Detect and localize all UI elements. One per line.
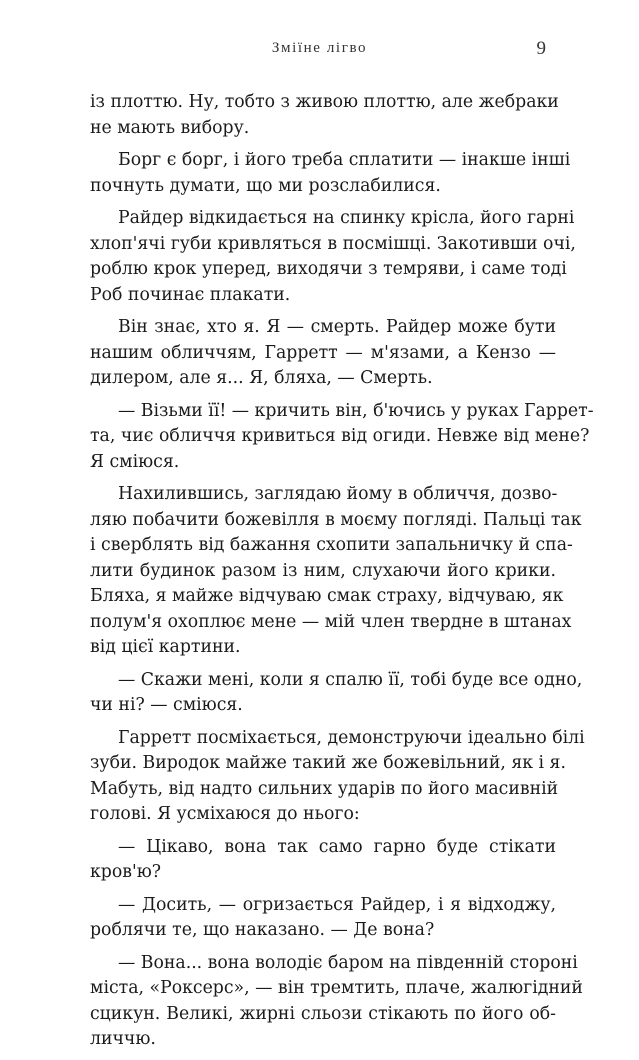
paragraph xyxy=(90,835,556,886)
running-title: Зміїне лігво xyxy=(271,40,368,56)
text-line: не мають вибору. xyxy=(90,117,250,138)
text-line: — Візьми її! — кричить він, б'ючись у руках Гаррет- xyxy=(118,400,594,421)
text-line: роблячи те, що наказано. — Де вона? xyxy=(90,920,435,940)
text-line: чи ні? — сміюся. xyxy=(90,695,243,715)
text-line: Борг є борг, і його треба сплатити — інакше інші xyxy=(118,150,571,170)
text-line: від цієї картини. xyxy=(90,637,241,657)
paragraph xyxy=(90,482,582,661)
text-line: хлоп'ячі губи кривляться в посмішці. Закотивши очі, xyxy=(90,233,576,254)
text-line: Нахилившись, заглядаю йому в обличчя, дозво- xyxy=(118,484,558,504)
text-line: Мабуть, від надто сильних ударів по його масивній xyxy=(90,778,559,799)
running-header xyxy=(0,38,639,62)
text-line: Я сміюся. xyxy=(90,451,180,472)
text-line: голові. Я усміхаюся до нього: xyxy=(90,804,360,824)
text-line: та, чиє обличчя кривиться від огиди. Невже від мене? xyxy=(90,426,590,446)
paragraph xyxy=(90,315,556,392)
text-line: Гарретт посміхається, демонструючи ідеально білі xyxy=(118,727,585,748)
text-line: полум'я охоплює мене — мій член твердне в штанах xyxy=(90,611,572,632)
text-line: — Цікаво, вона так само гарно буде стікати xyxy=(118,836,556,857)
paragraph xyxy=(90,951,583,1053)
text-line: почнуть думати, що ми розслабилися. xyxy=(90,175,441,196)
text-line: Він знає, хто я. Я — смерть. Райдер може бути xyxy=(118,317,556,337)
text-line: дилером, але я... Я, бляха, — Смерть. xyxy=(90,368,433,388)
text-line: роблю крок уперед, виходячи з темряви, і саме тоді xyxy=(90,259,567,279)
paragraph xyxy=(90,726,585,828)
paragraph xyxy=(90,90,559,141)
body-text xyxy=(90,90,594,1060)
text-line: — Вона... вона володіє баром на південній стороні xyxy=(118,952,578,973)
text-line: із плоттю. Ну, тобто з живою плоттю, але жебраки xyxy=(90,92,559,112)
text-line: кров'ю? xyxy=(90,862,162,882)
text-line: сцикун. Великі, жирні сльози стікають по його об- xyxy=(90,1003,556,1024)
paragraph xyxy=(90,668,583,719)
text-line: зуби. Виродок майже такий же божевільний, як і я. xyxy=(90,753,566,773)
text-line: ляю побачити божевілля в моєму погляді. Пальці так xyxy=(90,509,582,530)
text-line: — Скажи мені, коли я спалю її, тобі буде все одно, xyxy=(118,669,583,690)
text-line: — Досить, — огризається Райдер, і я відходжу, xyxy=(118,894,556,915)
paragraph xyxy=(90,893,556,944)
text-line: і сверблять від бажання схопити запальничку й спа- xyxy=(90,535,573,555)
paragraph xyxy=(90,206,576,308)
paragraph xyxy=(90,399,594,476)
text-line: Райдер відкидається на спинку крісла, його гарні xyxy=(118,208,575,228)
paragraph xyxy=(90,148,571,199)
text-line: нашим обличчям, Гарретт — м'язами, а Кензо — xyxy=(90,342,556,363)
text-line: міста, «Роксерс», — він тремтить, плаче, жалюгідний xyxy=(90,978,583,998)
text-line: Роб починає плакати. xyxy=(90,284,291,305)
text-line: личчю. xyxy=(90,1029,156,1049)
text-line: лити будинок разом із ним, слухаючи його крики. xyxy=(90,560,556,581)
text-line: Бляха, я майже відчуваю смак страху, відчуваю, як xyxy=(90,586,564,606)
page-number: 9 xyxy=(536,38,546,59)
